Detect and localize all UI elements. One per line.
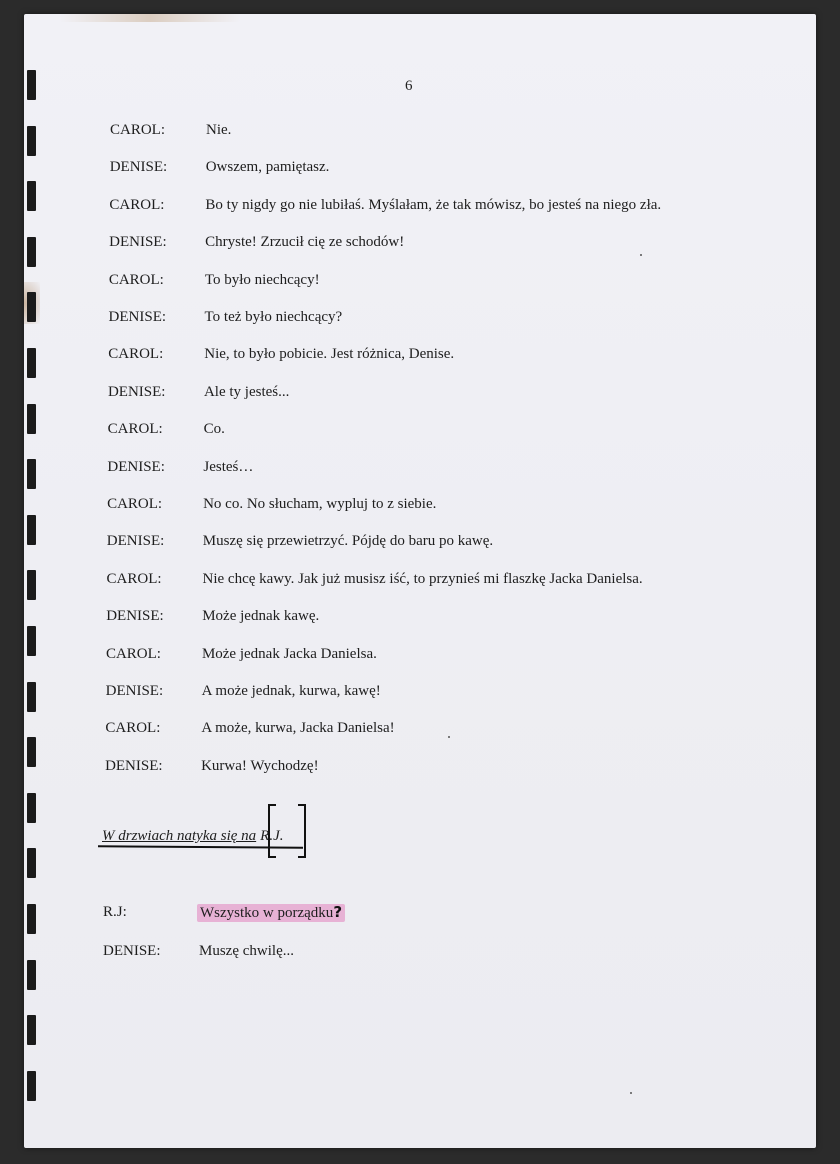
speaker-name: CAROL: [106,570,162,587]
binding-hole [27,737,36,767]
binding-hole [27,682,36,712]
speaker-name: DENISE: [106,533,165,550]
binding-hole [27,515,36,545]
binding-hole [27,237,36,267]
speech-text: Muszę się przewietrzyć. Pójdę do baru po kawę. [202,533,494,550]
speech-text: No co. No słucham, wypluj to z siebie. [203,496,437,512]
speech-text: Nie chcę kawy. Jak już musisz iść, to przynieś mi flaszkę Jacka Danielsa. [202,570,643,587]
speaker-name: CAROL: [108,346,164,363]
binding-hole [27,70,36,100]
binding-hole [27,1015,36,1045]
binding-hole [27,626,36,656]
speaker-name: DENISE: [105,683,164,699]
page-number: 6 [405,78,413,94]
binding-hole [27,292,36,322]
speaker-name: CAROL: [108,271,164,288]
binding-hole [27,570,36,600]
paper-speck [448,736,450,738]
speech-text: Chryste! Zrzucił cię ze schodów! [205,234,405,251]
handwritten-bracket-right [298,804,306,858]
speech-text: Jesteś… [203,458,254,475]
handwritten-bracket-left [268,804,276,858]
speaker-name: DENISE: [106,608,164,625]
speech-text: Nie. [206,122,232,138]
speech-text: A może, kurwa, Jacka Danielsa! [201,720,395,737]
speaker-name: DENISE: [109,234,167,251]
speaker-name: CAROL: [105,645,161,662]
speaker-name: CAROL: [107,421,163,438]
highlighted-speech [197,903,345,922]
handwritten-question-mark: ? [333,903,343,921]
binding-hole [27,960,36,990]
speaker-name: DENISE: [109,159,168,176]
speaker-name: DENISE: [105,757,163,774]
speech-text: Bo ty nigdy go nie lubiłaś. Myślałam, że tak mówisz, bo jesteś na niego zła. [205,196,662,213]
speaker-name: CAROL: [109,196,165,213]
speech-text: Co. [203,421,225,438]
highlighter-mark [197,904,345,922]
paper-speck [630,1092,632,1094]
speech-text: Muszę chwilę... [199,943,294,959]
stage-direction [102,828,283,845]
speaker-name: DENISE: [107,383,166,400]
binding-hole [27,904,36,934]
speaker-name: DENISE: [107,458,165,475]
speech-text: Nie, to było pobicie. Jest różnica, Denise. [204,346,455,363]
binding-hole [27,181,36,211]
speech-text: Wszystko w porządku [200,905,334,921]
speech-text: Kurwa! Wychodzę! [201,757,319,774]
speaker-name: CAROL: [107,496,163,512]
binding-hole [27,1071,36,1101]
speaker-name: R.J: [103,904,127,920]
speaker-name: CAROL: [110,122,166,138]
speech-text: Może jednak kawę. [202,608,320,625]
speech-text: A może jednak, kurwa, kawę! [201,683,381,699]
binding-hole [27,348,36,378]
binding-hole [27,404,36,434]
speech-text: To też było niechcący? [204,309,343,325]
speaker-name: DENISE: [108,309,167,325]
speech-text: Ale ty jesteś... [203,383,290,400]
binding-hole [27,848,36,878]
binding-hole [27,459,36,489]
speaker-name: DENISE: [103,943,161,959]
binding-hole [27,126,36,156]
binding-hole [27,793,36,823]
stage-direction-text: W drzwiach natyka się na [102,828,257,844]
speech-text: To było niechcący! [204,271,320,288]
speaker-name: CAROL: [105,720,161,737]
speech-text: Może jednak Jacka Danielsa. [201,645,377,662]
paper-speck [640,254,642,256]
stage-direction-name: R.J. [260,828,284,844]
speech-text: Owszem, pamiętasz. [205,159,330,176]
paper-tear-mark [60,14,240,22]
